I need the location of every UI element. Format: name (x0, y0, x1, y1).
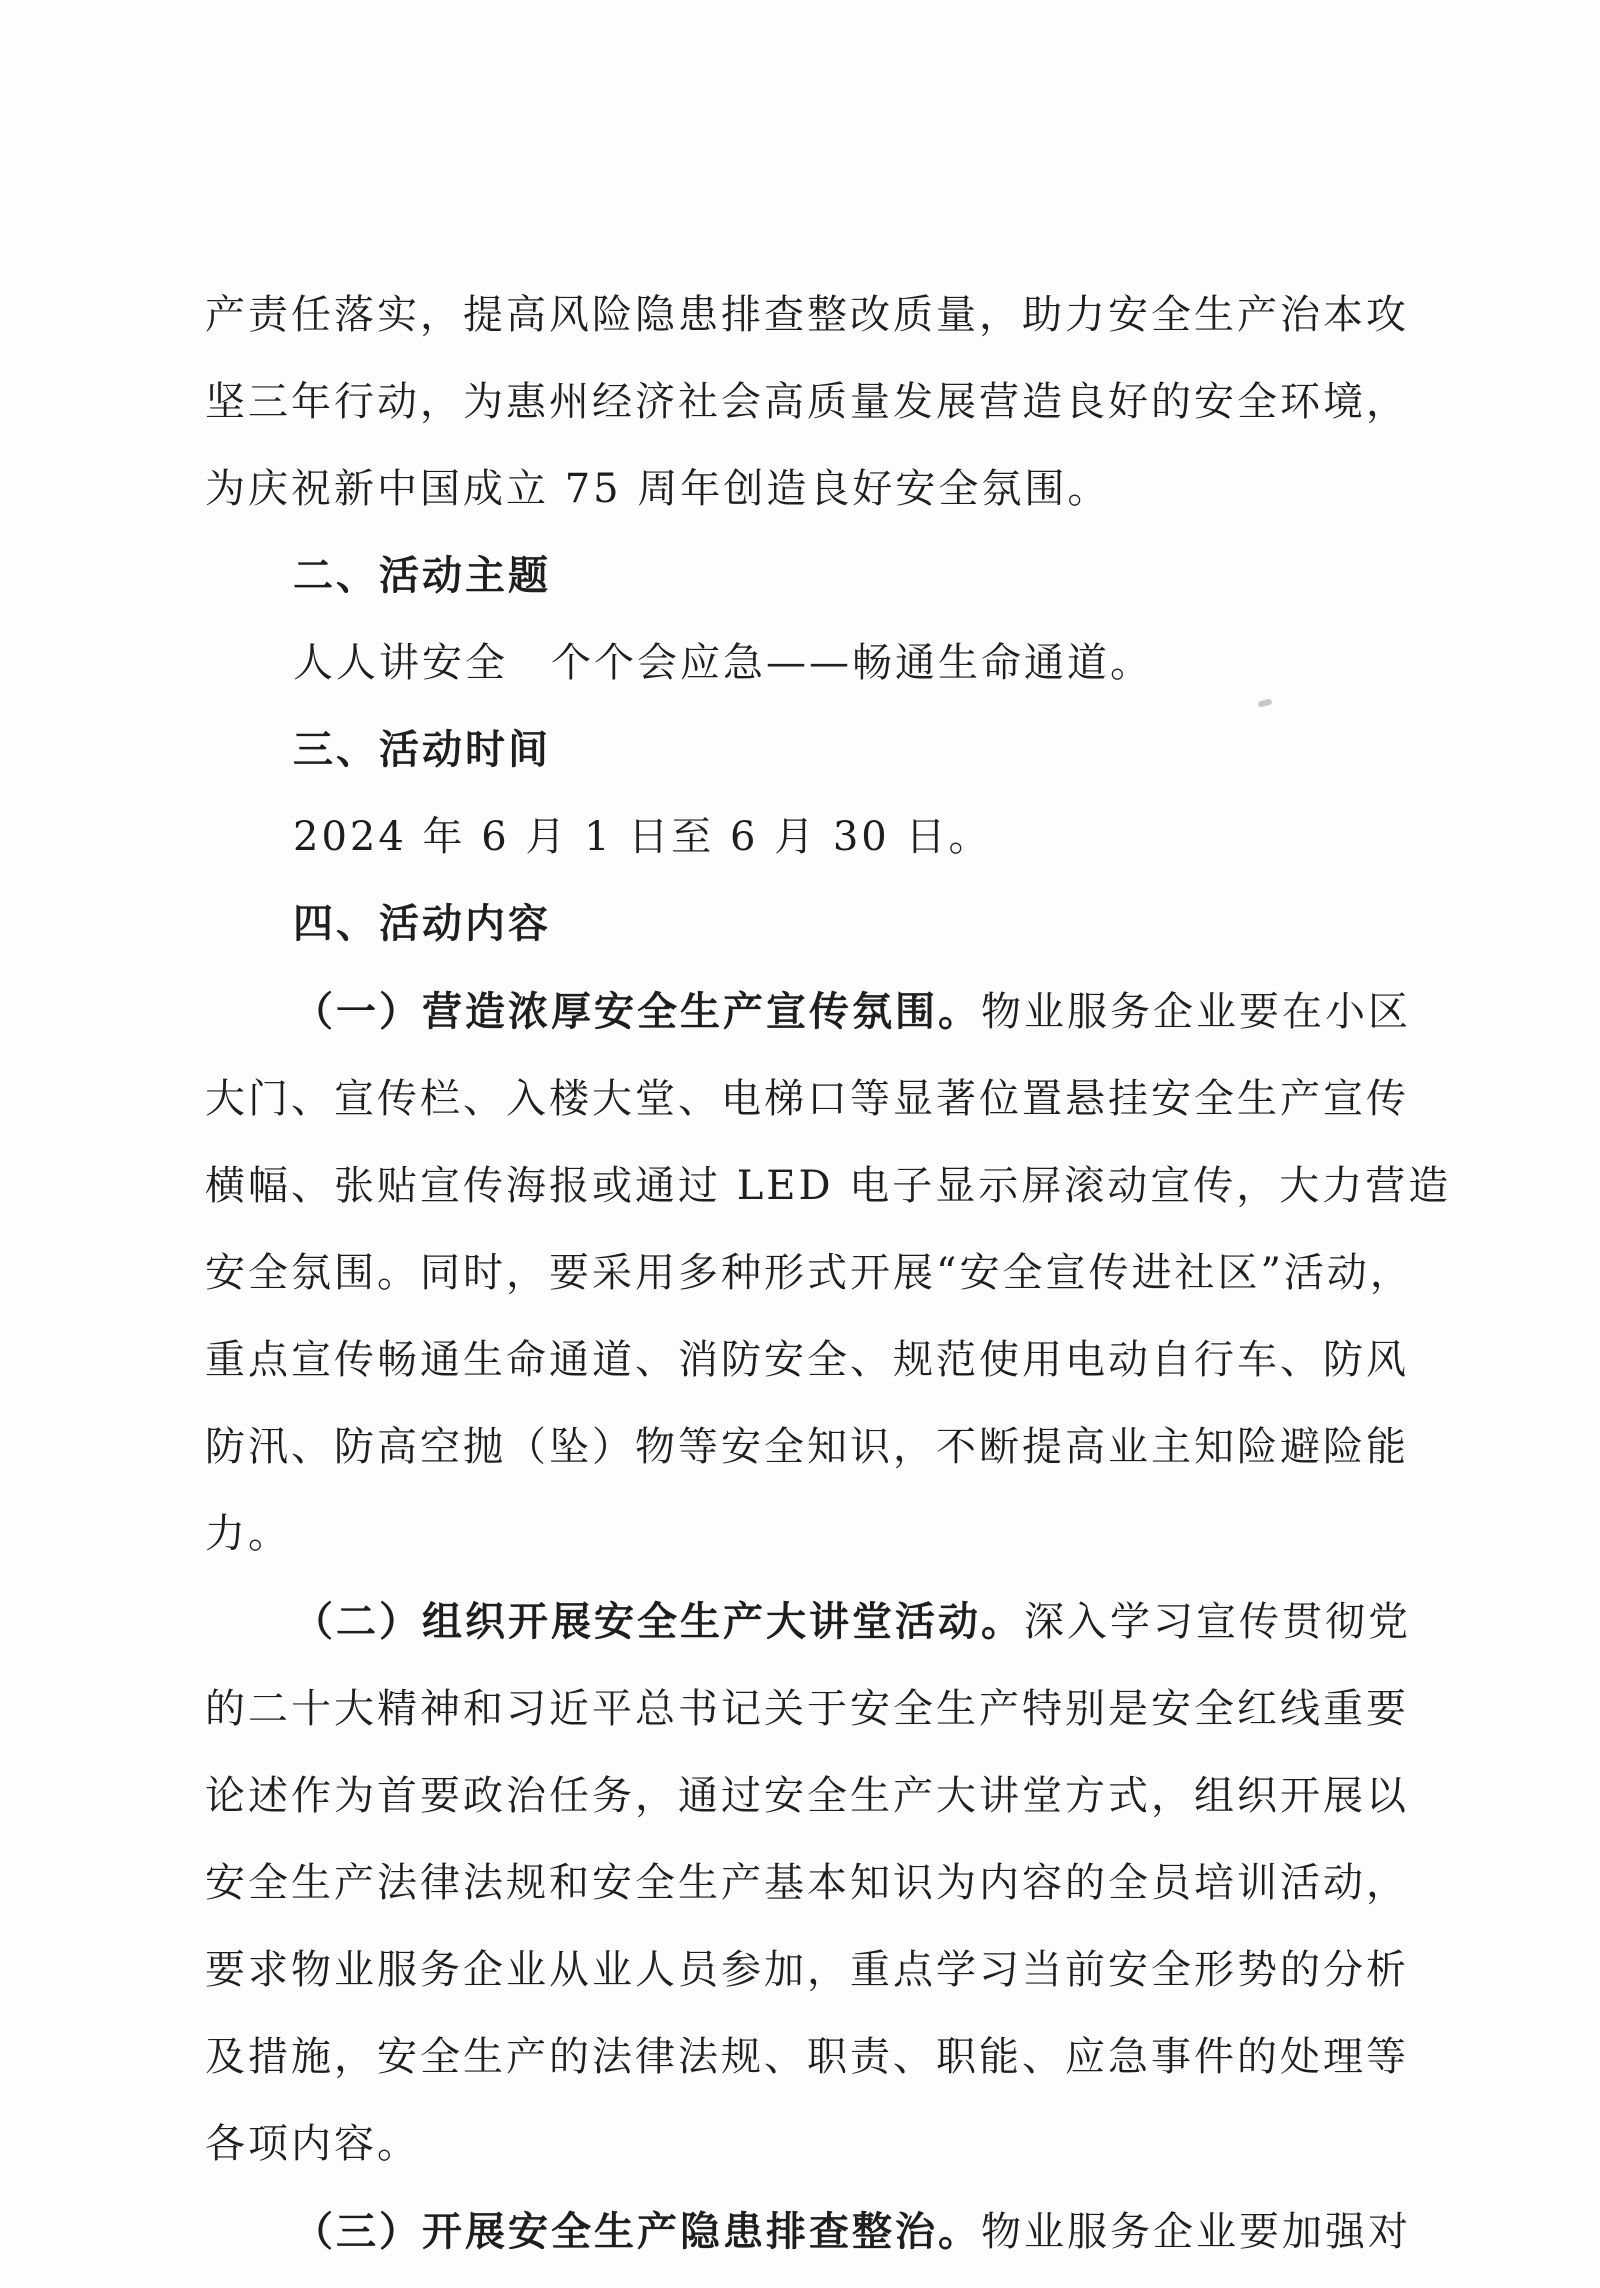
section-heading-time: 三、活动时间 (293, 727, 551, 773)
text-line: 2024 年 6 月 1 日至 6 月 30 日。 (293, 814, 992, 860)
text-line: 为庆祝新中国成立 75 周年创造良好安全氛围。 (205, 466, 1111, 512)
item-lead: （二）组织开展安全生产大讲堂活动。 (293, 1598, 1024, 1645)
item-lead: （一）营造浓厚安全生产宣传氛围。 (293, 988, 981, 1035)
text-line: 产责任落实，提高风险隐患排查整改质量，助力安全生产治本攻 (205, 292, 1409, 338)
content-item-3 (205, 2188, 1465, 2276)
item-text: 物业服务企业要加强对 (981, 2209, 1411, 2255)
content-item-2 (205, 1578, 1465, 2188)
document-body (205, 272, 1465, 2276)
text-line: 及措施，安全生产的法律法规、职责、职能、应急事件的处理等 (205, 2034, 1409, 2080)
text-line: 论述作为首要政治任务，通过安全生产大讲堂方式，组织开展以 (205, 1773, 1409, 1819)
text-line: 安全氛围。同时，要采用多种形式开展“安全宣传进社区”活动， (205, 1250, 1413, 1296)
text-line (205, 968, 1465, 1056)
content-item-1 (205, 968, 1465, 1578)
text-line: 要求物业服务企业从业人员参加，重点学习当前安全形势的分析 (205, 1947, 1409, 1993)
text-line: 各项内容。 (205, 2121, 420, 2167)
text-line (205, 2188, 1465, 2276)
section-heading-theme: 二、活动主题 (293, 553, 551, 599)
text-line: 的二十大精神和习近平总书记关于安全生产特别是安全红线重要 (205, 1686, 1409, 1732)
item-text: 物业服务企业要在小区 (981, 989, 1411, 1035)
section-heading-content: 四、活动内容 (293, 901, 551, 947)
text-line: 横幅、张贴宣传海报或通过 LED 电子显示屏滚动宣传，大力营造 (205, 1163, 1452, 1209)
text-line: 人人讲安全 个个会应急——畅通生命通道。 (293, 640, 1153, 686)
time-text (205, 794, 1465, 881)
item-text: 深入学习宣传贯彻党 (1024, 1599, 1411, 1645)
text-line (205, 1578, 1465, 1666)
intro-paragraph (205, 272, 1465, 533)
theme-text (205, 620, 1465, 707)
item-lead: （三）开展安全生产隐患排查整治。 (293, 2208, 981, 2255)
text-line: 坚三年行动，为惠州经济社会高质量发展营造良好的安全环境， (205, 379, 1409, 425)
text-line: 防汛、防高空抛（坠）物等安全知识，不断提高业主知险避险能 (205, 1424, 1409, 1470)
text-line: 安全生产法律法规和安全生产基本知识为内容的全员培训活动， (205, 1860, 1409, 1906)
text-line: 重点宣传畅通生命通道、消防安全、规范使用电动自行车、防风 (205, 1337, 1409, 1383)
text-line: 力。 (205, 1511, 291, 1557)
text-line: 大门、宣传栏、入楼大堂、电梯口等显著位置悬挂安全生产宣传 (205, 1076, 1409, 1122)
